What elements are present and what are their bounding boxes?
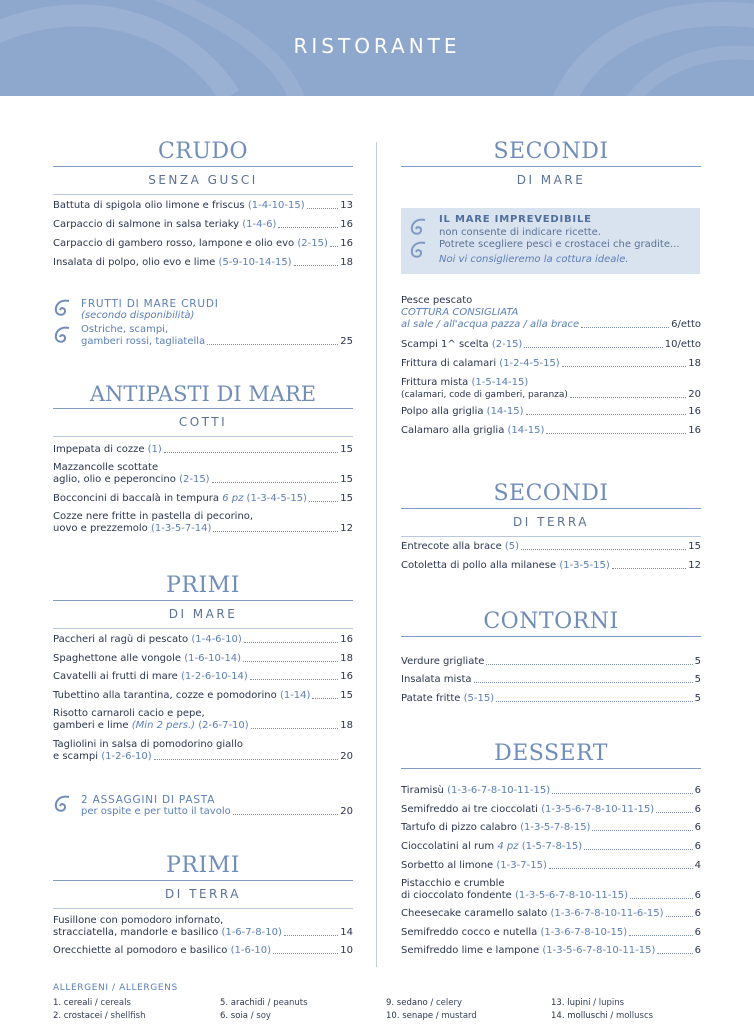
section-rule: [53, 880, 353, 881]
item-name: Insalata di polpo, olio evo e lime (5-9-10-14-15): [53, 257, 292, 268]
menu-item: [401, 358, 701, 370]
menu-item: [401, 945, 701, 957]
assaggini-note: [53, 794, 353, 818]
section-title: ANTIPASTI DI MARE: [89, 382, 317, 406]
item-name: Tartufo di pizzo calabro (1-3-5-7-8-15): [401, 822, 591, 833]
section-contorni: [401, 608, 701, 637]
item-name: Carpaccio di salmone in salsa teriaky (1-4-6): [53, 219, 277, 230]
item-name: Sorbetto al limone (1-3-7-15): [401, 860, 547, 871]
item-price: 14: [340, 927, 353, 938]
section-rule: [53, 166, 353, 167]
item-price: 12: [688, 560, 701, 571]
menu-item: [401, 927, 701, 939]
menu-item: [401, 377, 701, 401]
menu-item: [401, 804, 701, 816]
item-price: 15: [688, 541, 701, 552]
box-line: non consente di indicare ricette.: [439, 226, 601, 238]
menu-item: [401, 406, 701, 418]
item-line: Pesce pescato: [401, 295, 473, 306]
item-name: Bocconcini di baccalà in tempura 6 pz (1-3-4-5-15): [53, 493, 307, 504]
item-line: COTTURA CONSIGLIATA: [401, 307, 519, 318]
item-name: Cotoletta di pollo alla milanese (1-3-5-15): [401, 560, 610, 571]
item-price: 6: [694, 927, 701, 938]
item-name: Cheesecake caramello salato (1-3-6-7-8-10-11-6-15): [401, 908, 664, 919]
menu-item: [401, 295, 701, 331]
item-price: 5: [694, 674, 701, 685]
item-name: Impepata di cozze (1): [53, 444, 162, 455]
item-price: 15: [340, 493, 353, 504]
section-rule: [401, 508, 701, 509]
section-rule: [53, 908, 353, 909]
menu-item: [53, 238, 353, 250]
menu-item: [401, 841, 701, 853]
menu-item: [401, 339, 701, 351]
menu-item: [53, 739, 353, 763]
section-title: PRIMI: [166, 853, 240, 878]
item-price: 13: [340, 200, 353, 211]
item-name: Frittura di calamari (1-2-4-5-15): [401, 358, 560, 369]
wave-icon: [53, 794, 73, 816]
section-secondi-terra: [401, 480, 701, 537]
note-head: FRUTTI DI MARE CRUDI: [81, 298, 219, 310]
item-price: 20: [340, 806, 353, 817]
menu-item: [401, 860, 701, 872]
item-name: Cavatelli ai frutti di mare (1-2-6-10-14): [53, 671, 248, 682]
allergen-entry: 6. soia / soy: [220, 1011, 271, 1021]
menu-item: [53, 653, 353, 665]
mare-imprevedibile-box: [401, 208, 700, 274]
menu-item: [53, 634, 353, 646]
item-price: 16: [688, 425, 701, 436]
item-name: Tiramisù (1-3-6-7-8-10-11-15): [401, 785, 551, 796]
menu-item: [53, 444, 353, 456]
item-price: 6: [694, 804, 701, 815]
menu-item: [53, 219, 353, 231]
box-line: Potrete scegliere pesci e crostacei che gradite...: [439, 239, 680, 250]
allergen-entry: 5. arachidi / peanuts: [220, 998, 308, 1008]
item-price: 15: [340, 690, 353, 701]
frutti-di-mare-note: [53, 298, 353, 348]
item-name: Cioccolatini al rum 4 pz (1-5-7-8-15): [401, 841, 583, 852]
section-subtitle: DI MARE: [168, 607, 238, 621]
section-rule: [53, 194, 353, 195]
item-line: Cozze nere fritte in pastella di pecorino,: [53, 511, 254, 522]
menu-item: [53, 200, 353, 212]
item-name: Polpo alla griglia (14-15): [401, 406, 524, 417]
menu-item: [401, 878, 701, 902]
item-price: 18: [340, 653, 353, 664]
item-name: al sale / all'acqua pazza / alla brace: [401, 319, 580, 330]
item-name: stracciatella, mandorle e basilico (1-6-7-8-10): [53, 927, 282, 938]
item-name: Semifreddo cocco e nutella (1-3-6-7-8-10-15): [401, 927, 628, 938]
note-sub: (secondo disponibilità): [81, 310, 195, 321]
section-subtitle: DI TERRA: [165, 887, 241, 901]
wave-icon: [409, 217, 429, 265]
note-line: per ospite e per tutto il tavolo: [81, 806, 231, 817]
section-dessert: [401, 740, 701, 769]
section-subtitle: COTTI: [178, 415, 228, 429]
section-title: DESSERT: [494, 741, 608, 766]
section-secondi-mare: [401, 138, 701, 187]
item-price: 6: [694, 908, 701, 919]
section-subtitle: DI MARE: [516, 173, 586, 187]
allergens-title: ALLERGENI / ALLERGENS: [53, 983, 178, 993]
menu-item: [401, 908, 701, 920]
item-name: Entrecote alla brace (5): [401, 541, 520, 552]
section-title: CRUDO: [157, 139, 249, 164]
item-price: 6/etto: [671, 319, 701, 330]
item-name: (calamari, code di gamberi, paranza): [401, 390, 568, 400]
section-rule: [53, 408, 353, 409]
allergen-entry: 2. crostacei / shellfish: [53, 1011, 146, 1021]
menu-item: [401, 822, 701, 834]
item-name: Carpaccio di gambero rosso, lampone e olio evo (2-15): [53, 238, 328, 249]
item-price: 15: [340, 474, 353, 485]
section-rule: [401, 768, 701, 769]
item-line: Frittura mista (1-5-14-15): [401, 377, 529, 388]
menu-item: [401, 560, 701, 572]
item-line: Fusillone con pomodoro infornato,: [53, 915, 224, 926]
item-price: 15: [340, 444, 353, 455]
section-title: SECONDI: [493, 139, 609, 164]
menu-item: [53, 257, 353, 269]
item-name: Calamaro alla griglia (14-15): [401, 425, 545, 436]
menu-item: [53, 690, 353, 702]
section-rule: [53, 628, 353, 629]
item-name: Scampi 1^ scelta (2-15): [401, 339, 523, 350]
allergen-entry: 9. sedano / celery: [386, 998, 462, 1008]
menu-item: [401, 693, 701, 705]
item-price: 6: [694, 945, 701, 956]
item-price: 6: [694, 822, 701, 833]
item-name: Paccheri al ragù di pescato (1-4-6-10): [53, 634, 242, 645]
item-price: 6: [694, 841, 701, 852]
item-price: 16: [340, 671, 353, 682]
item-name: Tubettino alla tarantina, cozze e pomodorino (1-14): [53, 690, 311, 701]
section-subtitle: SENZA GUSCI: [148, 173, 258, 187]
item-name: Insalata mista: [401, 674, 472, 685]
item-name: gamberi e lime (Min 2 pers.) (2-6-7-10): [53, 720, 249, 731]
item-price: 18: [340, 720, 353, 731]
allergen-entry: 14. molluschi / molluscs: [551, 1011, 654, 1021]
section-rule: [53, 436, 353, 437]
note-line: gamberi rossi, tagliatella: [81, 336, 206, 347]
item-price: 16: [688, 406, 701, 417]
item-line: Tagliolini in salsa di pomodorino giallo: [53, 739, 243, 750]
menu-item: [53, 671, 353, 683]
column-divider: [376, 142, 377, 967]
item-price: 5: [694, 656, 701, 667]
section-primi-mare: [53, 572, 353, 629]
section-crudo: [53, 138, 353, 195]
allergen-entry: 10. senape / mustard: [386, 1011, 477, 1021]
allergen-entry: 13. lupini / lupins: [551, 998, 625, 1008]
section-title: SECONDI: [493, 481, 609, 506]
item-price: 20: [340, 751, 353, 762]
box-head: IL MARE IMPREVEDIBILE: [439, 214, 592, 225]
section-title: PRIMI: [166, 573, 240, 598]
item-price: 25: [340, 336, 353, 347]
menu-item: [401, 541, 701, 553]
item-name: Semifreddo lime e lampone (1-3-5-6-7-8-10-11-15): [401, 945, 656, 956]
menu-item: [53, 915, 353, 939]
allergen-entry: 1. cereali / cereals: [53, 998, 131, 1008]
item-price: 4: [694, 860, 701, 871]
item-line: Mazzancolle scottate: [53, 462, 159, 473]
item-name: e scampi (1-2-6-10): [53, 751, 152, 762]
item-price: 18: [340, 257, 353, 268]
menu-item: [401, 674, 701, 686]
section-primi-terra: [53, 852, 353, 909]
item-price: 10: [340, 945, 353, 956]
box-line: Noi vi consiglieremo la cottura ideale.: [439, 253, 629, 265]
menu-item: [53, 493, 353, 505]
page-header: [0, 0, 754, 96]
item-name: uovo e prezzemolo (1-3-5-7-14): [53, 523, 212, 534]
menu-item: [401, 785, 701, 797]
item-price: 16: [340, 634, 353, 645]
page-title: RISTORANTE: [293, 34, 461, 58]
menu-item: [53, 511, 353, 535]
item-price: 6: [694, 890, 701, 901]
item-name: Orecchiette al pomodoro e basilico (1-6-10): [53, 945, 272, 956]
menu-item: [53, 945, 353, 957]
item-line: Risotto carnaroli cacio e pepe,: [53, 708, 205, 719]
menu-item: [53, 708, 353, 732]
item-name: Verdure grigliate: [401, 656, 485, 667]
section-title: CONTORNI: [483, 609, 619, 634]
item-price: 12: [340, 523, 353, 534]
section-rule: [401, 536, 701, 537]
item-price: 18: [688, 358, 701, 369]
section-rule: [401, 636, 701, 637]
note-line: Ostriche, scampi,: [81, 324, 169, 335]
section-subtitle: DI TERRA: [513, 515, 589, 529]
item-price: 16: [340, 219, 353, 230]
item-price: 5: [694, 693, 701, 704]
item-name: aglio, olio e peperoncino (2-15): [53, 474, 210, 485]
menu-item: [401, 656, 701, 668]
item-price: 16: [340, 238, 353, 249]
item-price: 20: [688, 389, 701, 400]
section-rule: [53, 600, 353, 601]
item-name: Semifreddo ai tre cioccolati (1-3-5-6-7-8-10-11-15): [401, 804, 655, 815]
item-name: di cioccolato fondente (1-3-5-6-7-8-10-11-15): [401, 890, 629, 901]
menu-item: [401, 425, 701, 437]
wave-icon: [53, 298, 73, 352]
item-name: Spaghettone alle vongole (1-6-10-14): [53, 653, 242, 664]
menu-item: [53, 462, 353, 486]
item-name: Battuta di spigola olio limone e friscus (1-4-10-15): [53, 200, 305, 211]
item-name: Patate fritte (5-15): [401, 693, 495, 704]
section-rule: [401, 166, 701, 167]
allergens-legend: [53, 982, 713, 1023]
section-antipasti: [53, 380, 353, 437]
item-line: Pistacchio e crumble: [401, 878, 505, 889]
item-price: 10/etto: [664, 339, 701, 350]
note-head: 2 ASSAGGINI DI PASTA: [81, 794, 216, 806]
item-price: 6: [694, 785, 701, 796]
